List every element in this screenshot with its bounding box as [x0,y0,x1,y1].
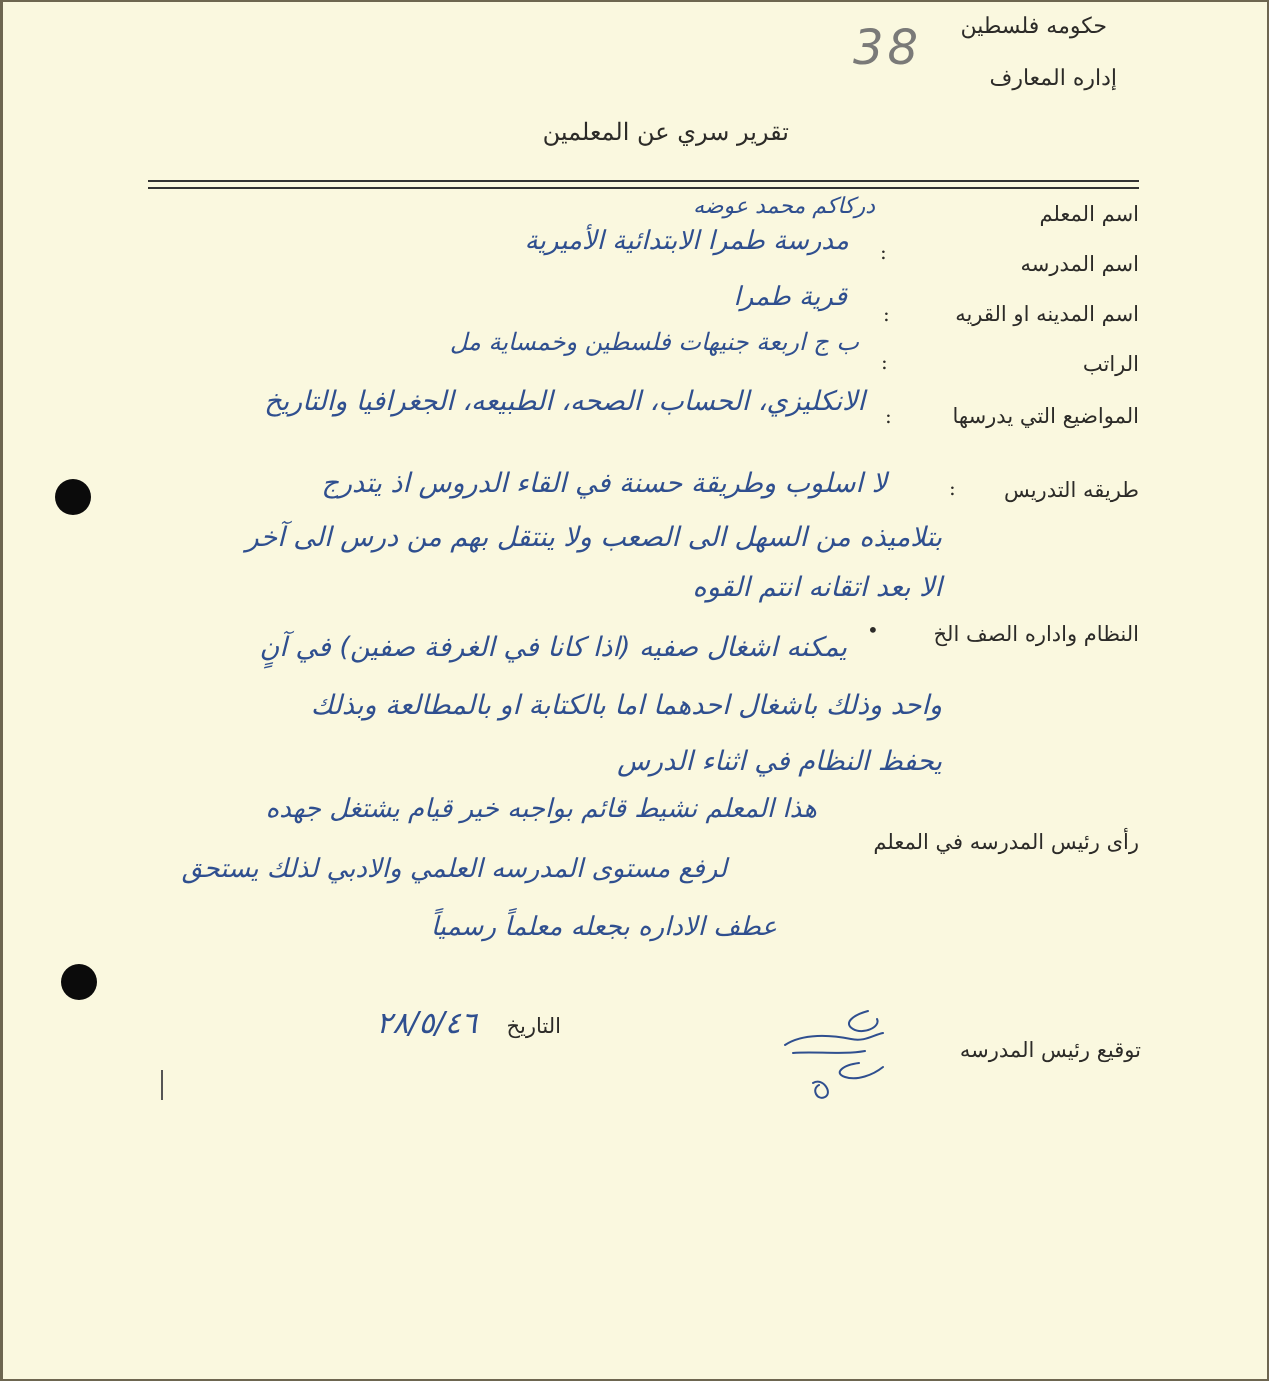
field-label: الراتب [1082,352,1139,376]
opinion-line-3: عطف الاداره بجعله معلماً رسمياً [430,912,777,942]
discipline-line-1: يمكنه اشغال صفيه (اذا كانا في الغرفة صفين) في آنٍ [259,632,847,663]
document-title: تقرير سري عن المعلمين [542,118,789,146]
section-label: النظام واداره الصف الخ [933,622,1139,646]
opinion-line-1: هذا المعلم نشيط قائم بواجبه خير قيام يشتغل جهده [265,794,817,824]
colon: : [949,476,956,500]
opinion-line-2: لرفع مستوى المدرسه العلمي والادبي لذلك يستحق [181,854,727,884]
title-rule-top [148,180,1139,182]
colon: • [867,618,879,642]
date-label: التاريخ [506,1014,561,1038]
field-value: دركاكم محمد عوضه [693,194,875,219]
colon: : [885,404,892,428]
teaching-line-3: الا بعد اتقانه انتم القوه [692,572,942,603]
colon: : [883,302,890,326]
discipline-line-3: يحفظ النظام في اثناء الدرس [617,746,942,777]
section-label: طريقه التدريس [1003,478,1139,502]
field-value: قرية طمرا [733,282,847,312]
teaching-line-2: بتلاميذه من السهل الى الصعب ولا ينتقل بهم من درس الى آخر [245,522,942,553]
field-label: المواضيع التي يدرسها [952,404,1139,428]
field-label: اسم المدينه او القريه [955,302,1139,326]
signature-label: توقيع رئيس المدرسه [959,1038,1141,1062]
discipline-line-2: واحد وذلك باشغال احدهما اما بالكتابة او بالمطالعة وبذلك [310,690,942,721]
margin-mark [161,1070,163,1100]
section-label: رأى رئيس المدرسه في المعلم [873,830,1139,854]
title-rule-bottom [148,187,1139,189]
colon: : [880,240,887,264]
field-value: مدرسة طمرا الابتدائية الأميرية [524,226,849,256]
field-value: الانكليزي، الحساب، الصحه، الطبيعه، الجغرافيا والتاريخ [264,386,865,417]
punch-hole-top [55,479,91,515]
teaching-line-1: لا اسلوب وطريقة حسنة في القاء الدروس اذ يتدرج [321,468,887,499]
header-department: إداره المعارف [989,66,1117,91]
colon: : [881,350,888,374]
page-number: 38 [853,20,923,76]
field-value: ب ج اربعة جنيهات فلسطين وخمساية مل [449,328,859,356]
header-government: حكومه فلسطين [960,14,1107,39]
field-label: اسم المدرسه [1020,252,1139,276]
date-value: ٢٨/٥/٤٦ [376,1006,477,1041]
handwritten-signature [773,1005,893,1105]
field-label: اسم المعلم [1039,202,1139,226]
punch-hole-bottom [61,964,97,1000]
